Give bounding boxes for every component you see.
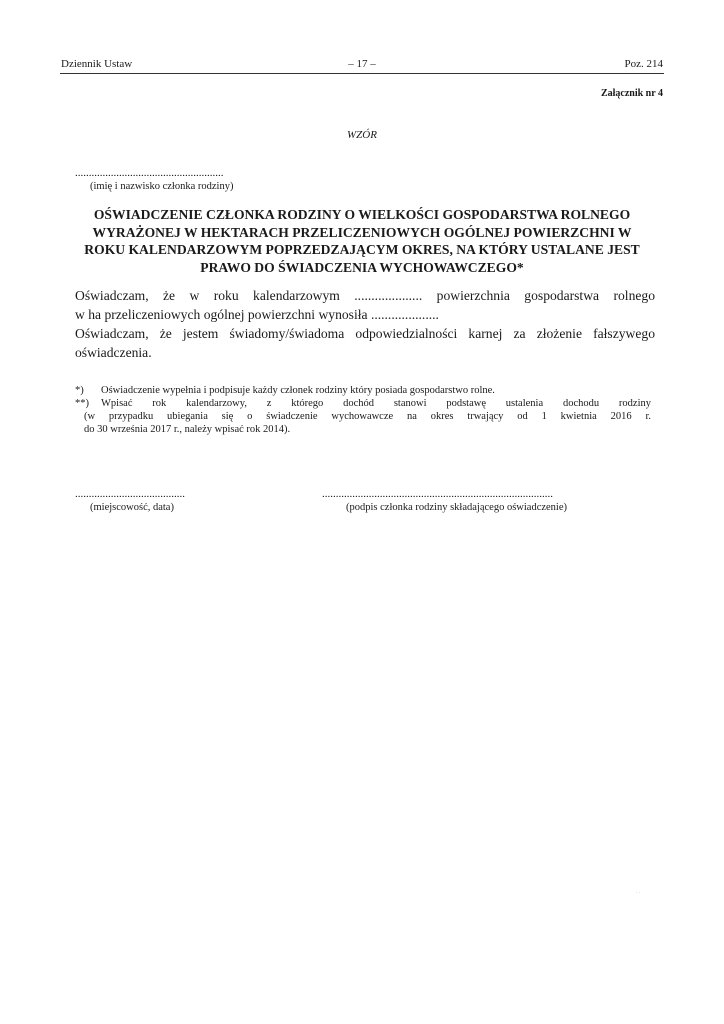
statement-line: Oświadczam, że jestem świadomy/świadoma odpowiedzialności karnej za złożenie fałszywego xyxy=(75,326,655,341)
statement-line: Oświadczam, że w roku kalendarzowym .................... powierzchnia gospodarstwa rolnego xyxy=(75,288,655,303)
footnote-continuation: (w przypadku ubiegania się o świadczenie wychowawcze na okres trwający od 1 kwietnia 2016 r. xyxy=(84,411,651,422)
footnote-text: Wpisać rok kalendarzowy, z którego dochód stanowi podstawę ustalenia dochodu rodziny xyxy=(101,398,651,409)
journal-name: Dziennik Ustaw xyxy=(61,58,133,70)
footnote-mark: *) xyxy=(75,385,84,396)
signature-line[interactable]: .................................................................................... xyxy=(322,488,553,500)
title-line: OŚWIADCZENIE CZŁONKA RODZINY O WIELKOŚCI GOSPODARSTWA ROLNEGO xyxy=(93,207,631,222)
title-line: WYRAŻONEJ W HEKTARACH PRZELICZENIOWYCH OGÓLNEJ POWIERZCHNI W xyxy=(92,224,632,240)
attachment-label: Załącznik nr 4 xyxy=(600,88,663,99)
statement-line: oświadczenia. xyxy=(75,345,152,360)
place-date-line[interactable]: ........................................ xyxy=(75,488,185,500)
title-line: ROKU KALENDARZOWYM POPRZEDZAJĄCYM OKRES, NA KTÓRY USTALANE JEST xyxy=(84,242,640,257)
corner-mark: . . xyxy=(636,889,641,895)
title-line: PRAWO DO ŚWIADCZENIA WYCHOWAWCZEGO* xyxy=(200,259,524,275)
name-field-caption: (imię i nazwisko członka rodziny) xyxy=(90,181,234,192)
statement-body xyxy=(75,286,655,362)
signature-caption: (podpis członka rodziny składającego oświadczenie) xyxy=(346,502,567,513)
statement-line: w ha przeliczeniowych ogólnej powierzchni wynosiła .................... xyxy=(75,307,439,322)
name-field-line[interactable]: ...................................................... xyxy=(75,167,224,179)
page-number: – 17 – xyxy=(348,58,376,70)
position-number: Poz. 214 xyxy=(624,58,663,70)
template-label: WZÓR xyxy=(347,129,377,141)
footnote-text: Oświadczenie wypełnia i podpisuje każdy członek rodziny który posiada gospodarstwo rolne. xyxy=(101,385,495,396)
place-date-caption: (miejscowość, data) xyxy=(90,502,174,513)
footnote-continuation: do 30 września 2017 r., należy wpisać rok 2014). xyxy=(84,424,291,435)
footnote-mark: **) xyxy=(75,398,89,409)
header-rule xyxy=(60,73,664,74)
document-title xyxy=(60,206,664,276)
